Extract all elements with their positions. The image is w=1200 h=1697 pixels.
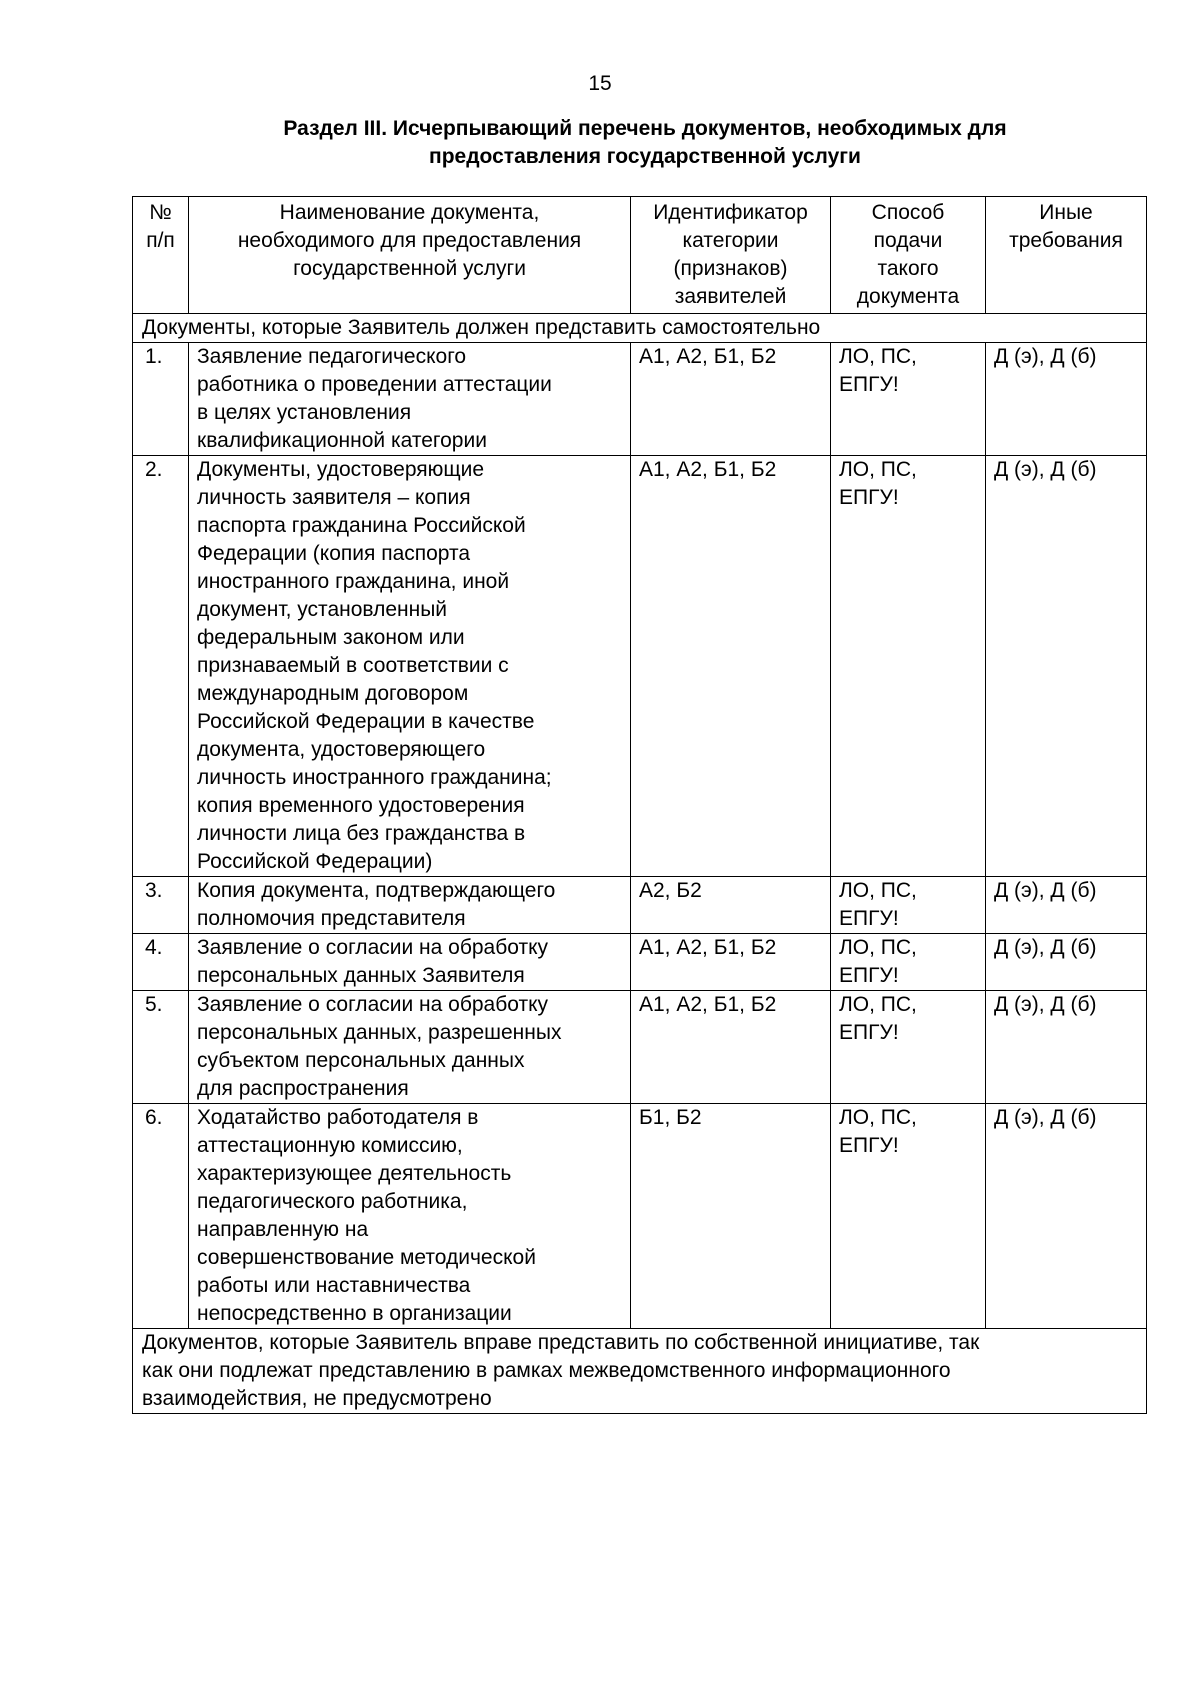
row-num: 3. — [133, 877, 189, 934]
header-method — [831, 197, 986, 314]
name-line: персональных данных Заявителя — [197, 964, 525, 987]
header-line: подачи — [873, 229, 943, 252]
row-other: Д (э), Д (б) — [986, 1104, 1147, 1329]
row-identifier: А1, А2, Б1, Б2 — [631, 343, 831, 456]
header-line: Идентификатор — [653, 201, 808, 224]
name-line: субъектом персональных данных — [197, 1049, 525, 1072]
header-num — [133, 197, 189, 314]
method-line: ЛО, ПС, — [839, 1106, 917, 1129]
name-line: федеральным законом или — [197, 626, 465, 649]
name-line: Заявление о согласии на обработку — [197, 936, 549, 959]
row-identifier: Б1, Б2 — [631, 1104, 831, 1329]
method-line: ЕПГУ! — [839, 964, 899, 987]
name-line: Копия документа, подтверждающего — [197, 879, 556, 902]
header-line: Наименование документа, — [279, 201, 540, 224]
row-method — [831, 1104, 986, 1329]
name-line: персональных данных, разрешенных — [197, 1021, 562, 1044]
name-line: совершенствование методической — [197, 1246, 536, 1269]
name-line: международным договором — [197, 682, 469, 705]
group-row — [133, 1329, 1147, 1414]
group-label-required: Документы, которые Заявитель должен представить самостоятельно — [133, 314, 1147, 343]
group-label-optional — [133, 1329, 1147, 1414]
name-line: педагогического работника, — [197, 1190, 468, 1213]
name-line: копия временного удостоверения — [197, 794, 525, 817]
method-line: ЕПГУ! — [839, 907, 899, 930]
row-method — [831, 343, 986, 456]
method-line: ЕПГУ! — [839, 486, 899, 509]
table-row — [133, 877, 1147, 934]
section-title-line: предоставления государственной услуги — [429, 145, 861, 168]
row-name — [189, 877, 631, 934]
name-line: для распространения — [197, 1077, 409, 1100]
name-line: признаваемый в соответствии с — [197, 654, 509, 677]
row-method — [831, 991, 986, 1104]
header-line: п/п — [146, 229, 175, 252]
name-line: направленную на — [197, 1218, 369, 1241]
page-number: 15 — [588, 72, 612, 95]
row-name — [189, 934, 631, 991]
group-row — [133, 314, 1147, 343]
header-line: № — [149, 201, 172, 224]
name-line: Федерации (копия паспорта — [197, 542, 471, 565]
row-num: 6. — [133, 1104, 189, 1329]
table-row — [133, 1104, 1147, 1329]
row-other: Д (э), Д (б) — [986, 991, 1147, 1104]
row-other: Д (э), Д (б) — [986, 934, 1147, 991]
row-num: 2. — [133, 456, 189, 877]
name-line: личность заявителя – копия — [197, 486, 471, 509]
header-line: Способ — [871, 201, 945, 224]
header-line: (признаков) — [673, 257, 788, 280]
section-title-line: Раздел III. Исчерпывающий перечень документов, необходимых для — [283, 117, 1007, 140]
header-line: требования — [1009, 229, 1123, 252]
row-other: Д (э), Д (б) — [986, 877, 1147, 934]
name-line: иностранного гражданина, иной — [197, 570, 510, 593]
row-num: 4. — [133, 934, 189, 991]
header-line: документа — [856, 285, 960, 308]
name-line: Ходатайство работодателя в — [197, 1106, 479, 1129]
header-line: государственной услуги — [293, 257, 526, 280]
header-other — [986, 197, 1147, 314]
documents-table — [132, 196, 1147, 1414]
method-line: ЛО, ПС, — [839, 879, 917, 902]
name-line: Российской Федерации) — [197, 850, 433, 873]
header-line: Иные — [1039, 201, 1093, 224]
section-title — [185, 115, 1105, 171]
row-method — [831, 456, 986, 877]
name-line: документ, установленный — [197, 598, 448, 621]
row-identifier: А1, А2, Б1, Б2 — [631, 934, 831, 991]
header-line: заявителей — [674, 285, 787, 308]
group-label-line: Документов, которые Заявитель вправе представить по собственной инициативе, так — [142, 1331, 980, 1354]
row-name — [189, 1104, 631, 1329]
header-line: такого — [877, 257, 939, 280]
table-row — [133, 456, 1147, 877]
row-name — [189, 991, 631, 1104]
row-num: 5. — [133, 991, 189, 1104]
row-name — [189, 456, 631, 877]
name-line: Российской Федерации в качестве — [197, 710, 535, 733]
row-other: Д (э), Д (б) — [986, 456, 1147, 877]
group-label-line: как они подлежат представлению в рамках межведомственного информационного — [142, 1359, 951, 1382]
row-other: Д (э), Д (б) — [986, 343, 1147, 456]
name-line: полномочия представителя — [197, 907, 466, 930]
row-num: 1. — [133, 343, 189, 456]
name-line: непосредственно в организации — [197, 1302, 512, 1325]
name-line: работы или наставничества — [197, 1274, 471, 1297]
name-line: аттестационную комиссию, — [197, 1134, 463, 1157]
method-line: ЛО, ПС, — [839, 458, 917, 481]
table-row — [133, 934, 1147, 991]
method-line: ЛО, ПС, — [839, 993, 917, 1016]
group-label-line: взаимодействия, не предусмотрено — [142, 1387, 492, 1410]
row-identifier: А1, А2, Б1, Б2 — [631, 991, 831, 1104]
method-line: ЛО, ПС, — [839, 936, 917, 959]
name-line: личность иностранного гражданина; — [197, 766, 552, 789]
method-line: ЕПГУ! — [839, 373, 899, 396]
name-line: характеризующее деятельность — [197, 1162, 512, 1185]
header-identifier — [631, 197, 831, 314]
method-line: ЛО, ПС, — [839, 345, 917, 368]
method-line: ЕПГУ! — [839, 1021, 899, 1044]
table-row — [133, 343, 1147, 456]
name-line: Документы, удостоверяющие — [197, 458, 485, 481]
row-method — [831, 877, 986, 934]
method-line: ЕПГУ! — [839, 1134, 899, 1157]
name-line: паспорта гражданина Российской — [197, 514, 526, 537]
row-name — [189, 343, 631, 456]
table-row — [133, 991, 1147, 1104]
name-line: документа, удостоверяющего — [197, 738, 486, 761]
name-line: личности лица без гражданства в — [197, 822, 526, 845]
header-name — [189, 197, 631, 314]
name-line: Заявление о согласии на обработку — [197, 993, 549, 1016]
row-identifier: А1, А2, Б1, Б2 — [631, 456, 831, 877]
header-line: категории — [682, 229, 779, 252]
header-line: необходимого для предоставления — [237, 229, 582, 252]
name-line: Заявление педагогического — [197, 345, 467, 368]
row-method — [831, 934, 986, 991]
name-line: работника о проведении аттестации — [197, 373, 552, 396]
row-identifier: А2, Б2 — [631, 877, 831, 934]
name-line: квалификационной категории — [197, 429, 487, 452]
name-line: в целях установления — [197, 401, 412, 424]
table-header-row — [133, 197, 1147, 314]
